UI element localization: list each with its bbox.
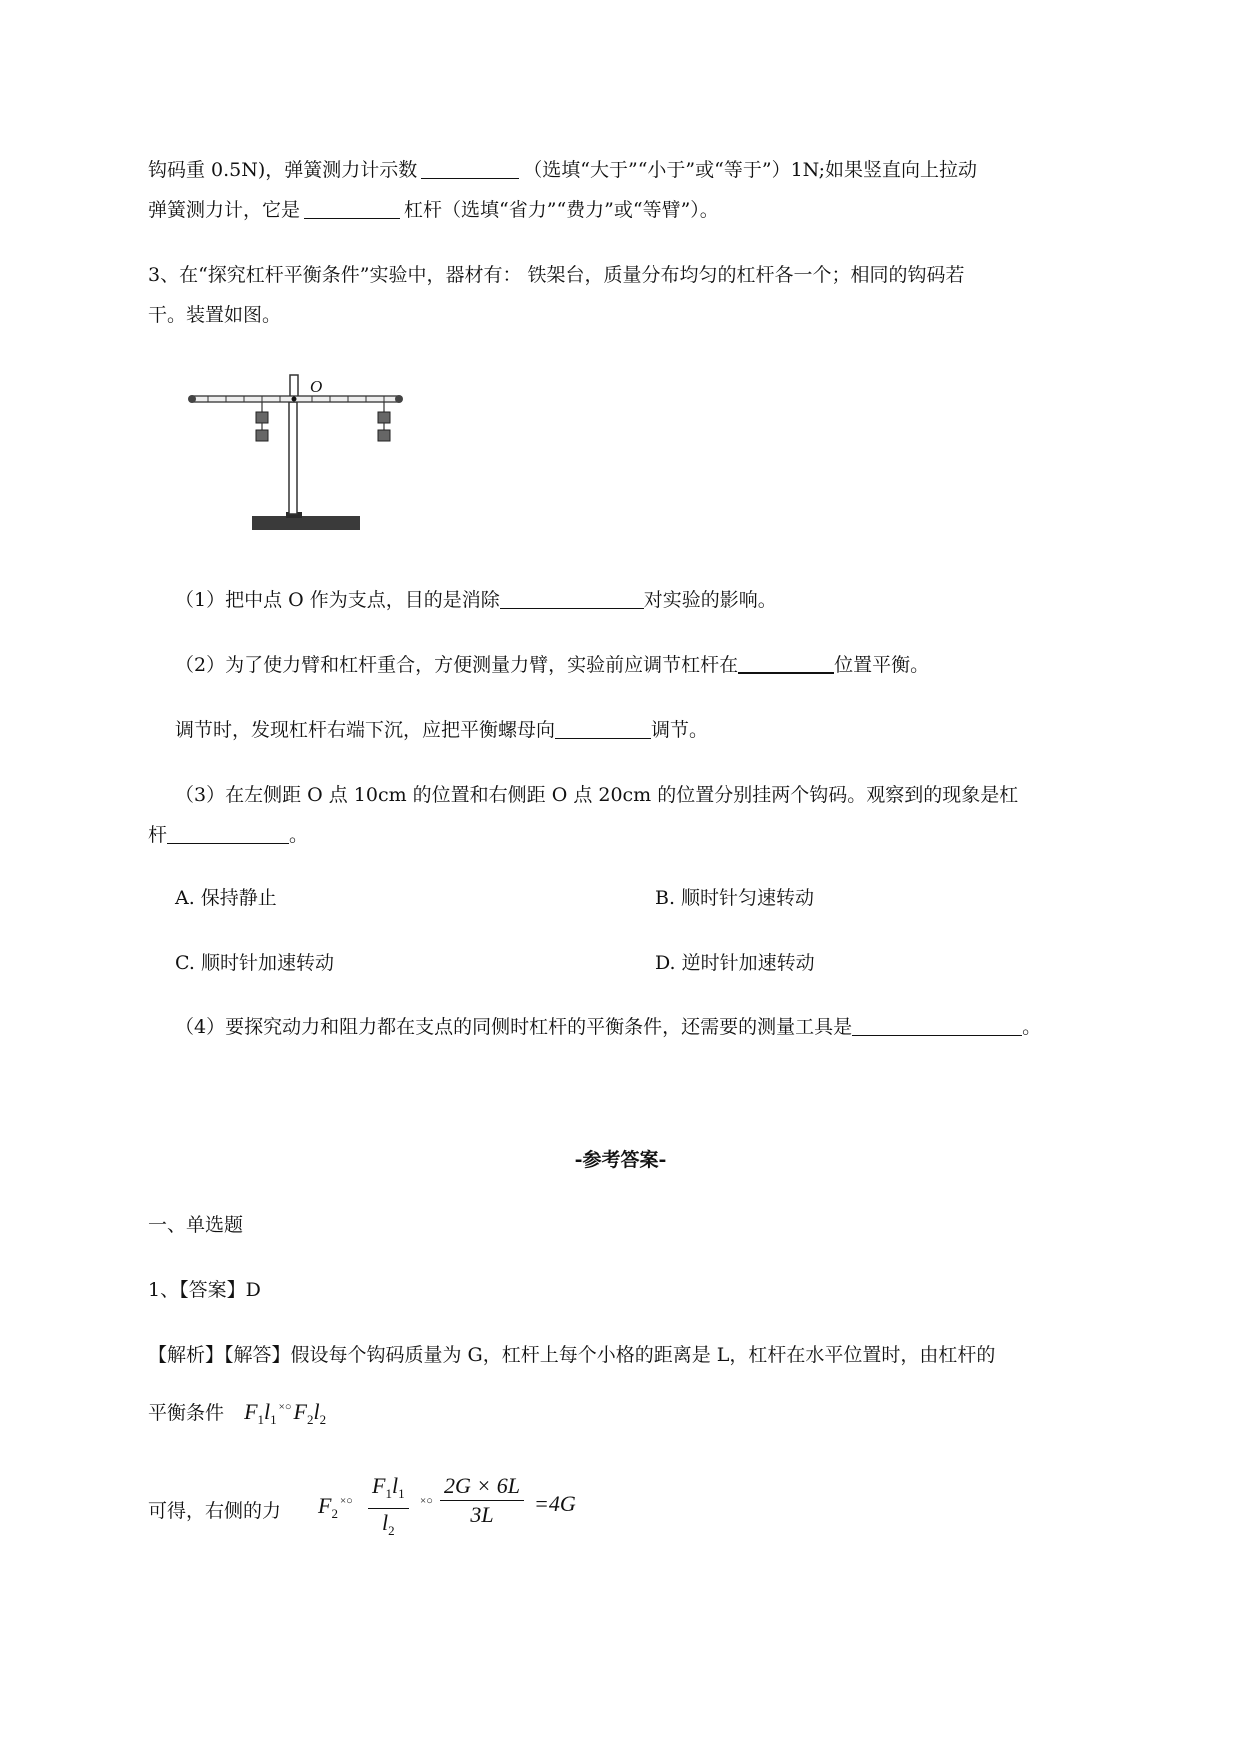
option-b[interactable]: B. 顺时针匀速转动	[655, 887, 815, 909]
question-3-part-2: （2）为了使力臂和杠杆重合，方便测量力臂，实验前应调节杠杆在 位置平衡。	[175, 650, 929, 680]
fraction-1: $\frac{F_1l_1}{l_2}$	[368, 1472, 409, 1545]
question-3-part-1: （1）把中点 O 作为支点，目的是消除 对实验的影响。	[175, 585, 777, 615]
question-3-part-2-cont: 调节时，发现杠杆右端下沉，应把平衡螺母向 调节。	[175, 715, 708, 745]
question-3-part-3: （3）在左侧距 O 点 10cm 的位置和右侧距 O 点 20cm 的位置分别挂两个钩码。观察到的现象是杠	[175, 784, 1019, 806]
answer-blank[interactable]	[500, 586, 644, 609]
pivot-label: O	[310, 377, 323, 396]
answer-blank[interactable]	[304, 196, 400, 219]
question-3-part-4: （4）要探究动力和阻力都在支点的同侧时杠杆的平衡条件，还需要的测量工具是 。	[175, 1012, 1041, 1042]
answer-blank[interactable]	[167, 821, 289, 844]
lever-apparatus-figure	[186, 372, 418, 538]
analysis-line: 【解析】【解答】假设每个钩码质量为 G，杠杆上每个小格的距离是 L，杠杆在水平位置时，由杠杆的	[148, 1344, 996, 1366]
text-line: 钩码重 0.5N)，弹簧测力计示数 （选填“大于”“小于”或“等于”）1N;如果竖直向上拉动	[148, 155, 977, 185]
fraction-2: $\frac{2G \times 6L}{3L}$	[440, 1472, 524, 1529]
answer-blank[interactable]	[738, 650, 834, 674]
option-c[interactable]: C. 顺时针加速转动	[175, 952, 334, 974]
answers-title: -参考答案-	[574, 1149, 667, 1171]
text-line: 弹簧测力计，它是 杠杆（选填“省力”“费力”或“等臂”）。	[148, 195, 719, 225]
result-label: 可得，右侧的力	[148, 1500, 282, 1522]
result-value: =4G	[534, 1491, 576, 1516]
analysis-line-equation: 平衡条件 $F_1l_1^{\times○}F_2l_2$	[148, 1399, 327, 1427]
answer-1: 1、【答案】D	[148, 1279, 261, 1301]
section-heading: 一、单选题	[148, 1214, 244, 1236]
operator: ×○	[420, 1495, 433, 1507]
result-lhs: $F_2^{\times○}$	[318, 1493, 353, 1521]
option-a[interactable]: A. 保持静止	[175, 887, 277, 909]
answer-blank[interactable]	[421, 156, 519, 179]
question-3-intro-cont: 干。装置如图。	[148, 304, 282, 326]
balance-equation: $F_1l_1^{\times○}F_2l_2$	[244, 1399, 327, 1427]
question-3-intro: 3、在“探究杠杆平衡条件”实验中，器材有： 铁架台，质量分布均匀的杠杆各一个；相同的钩码若	[148, 264, 965, 286]
question-3-part-3-cont: 杆 。	[148, 820, 308, 850]
answer-blank[interactable]	[852, 1013, 1022, 1036]
option-d[interactable]: D. 逆时针加速转动	[655, 952, 815, 974]
answer-blank[interactable]	[555, 716, 651, 739]
